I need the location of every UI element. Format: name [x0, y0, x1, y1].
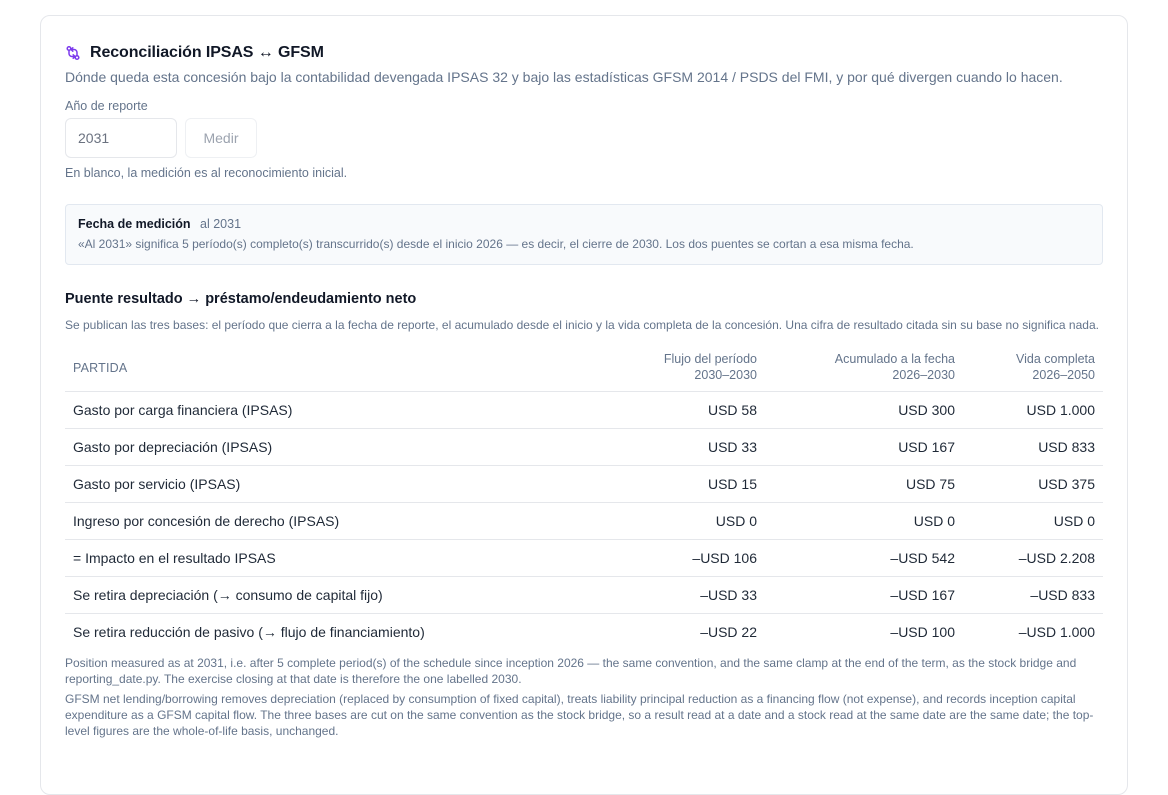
row-lifetime-value: –USD 2.208: [963, 540, 1103, 577]
measurement-header: [78, 216, 1090, 233]
row-cumulative-value: –USD 542: [765, 540, 963, 577]
table-row: [65, 540, 1103, 577]
row-label: Se retira depreciación (→ consumo de capital fijo): [65, 577, 565, 614]
row-cumulative-value: USD 300: [765, 392, 963, 429]
column-header-period: [565, 343, 765, 392]
column-header-lifetime: [963, 343, 1103, 392]
row-lifetime-value: USD 833: [963, 429, 1103, 466]
bridge-description: Se publican las tres bases: el período que cierra a la fecha de reporte, el acumulado desde el inicio y la vida completa de la concesión. Una cifra de resultado citada sin su base no significa nada.: [65, 318, 1099, 332]
row-label: Gasto por carga financiera (IPSAS): [65, 392, 565, 429]
row-cumulative-value: USD 75: [765, 466, 963, 503]
column-lifetime-title: Vida completa: [1016, 352, 1095, 366]
row-cumulative-value: USD 167: [765, 429, 963, 466]
row-lifetime-value: –USD 1.000: [1018, 624, 1095, 641]
table-row: [65, 577, 1103, 614]
row-lifetime-value: USD 0: [963, 503, 1103, 540]
row-lifetime-value: USD 1.000: [963, 392, 1103, 429]
row-period-value: USD 33: [565, 429, 765, 466]
row-label: = Impacto en el resultado IPSAS: [65, 540, 565, 577]
column-lifetime-range: 2026–2050: [1032, 368, 1095, 382]
bridge-title: Puente resultado → préstamo/endeudamiento neto: [65, 291, 417, 307]
table-row: [65, 392, 1103, 429]
table-row: [65, 466, 1103, 503]
page-subtitle: Dónde queda esta concesión bajo la contabilidad devengada IPSAS 32 y bajo las estadísticas GFSM 2014 / PSDS del FMI, y por qué divergen cuando lo hacen.: [65, 69, 1063, 85]
row-label: Se retira reducción de pasivo (→ flujo de financiamiento): [73, 624, 425, 641]
row-period-value: –USD 106: [565, 540, 765, 577]
table-header-row: [65, 343, 1103, 392]
year-controls: [65, 118, 1103, 158]
row-period-value: USD 0: [565, 503, 765, 540]
row-cumulative-value: –USD 167: [765, 577, 963, 614]
row-label: Ingreso por concesión de derecho (IPSAS): [65, 503, 565, 540]
page-title: Reconciliación IPSAS ↔ GFSM: [90, 44, 324, 61]
header: [65, 42, 1103, 64]
column-period-range: 2030–2030: [694, 368, 757, 382]
column-header-item: PARTIDA: [73, 361, 128, 375]
table-row: [65, 614, 1103, 651]
footnotes: [65, 655, 1103, 739]
row-period-value: –USD 33: [565, 577, 765, 614]
row-lifetime-value: USD 375: [963, 466, 1103, 503]
footnote-gfsm: GFSM net lending/borrowing removes depreciation (replaced by consumption of fixed capital), treats liability principal reduction as a financing flow (not expense), and records inception capital expenditure as a GFSM capital flow. The three bases are cut on the same convention as the stock bridge, so a result read at a date and a stock read at the same date are the same date; the top-level figures are the whole-of-life basis, unchanged.: [65, 691, 1094, 738]
measurement-info-box: [65, 204, 1103, 265]
row-period-value: –USD 22: [700, 624, 757, 641]
git-compare-icon: [65, 45, 81, 61]
year-input[interactable]: [65, 118, 177, 158]
row-period-value: USD 58: [565, 392, 765, 429]
row-lifetime-value: –USD 833: [963, 577, 1103, 614]
bridge-table: [65, 343, 1103, 651]
footnote-position: Position measured as at 2031, i.e. after 5 complete period(s) of the schedule since inception 2026 — the same convention, and the same clamp at the end of the term, as the stock bridge and reporting_date.py. The exercise closing at that date is therefore the one labelled 2030.: [65, 655, 1077, 686]
reconciliation-card: [40, 15, 1128, 795]
row-cumulative-value: USD 0: [765, 503, 963, 540]
column-cumulative-title: Acumulado a la fecha: [834, 352, 955, 366]
measure-button[interactable]: Medir: [185, 118, 257, 158]
row-label: Gasto por servicio (IPSAS): [65, 466, 565, 503]
measurement-detail: «Al 2031» significa 5 período(s) completo(s) transcurrido(s) desde el inicio 2026 — es decir, el cierre de 2030. Los dos puentes se cortan a esa misma fecha.: [78, 237, 914, 251]
table-row: [65, 429, 1103, 466]
column-cumulative-range: 2026–2030: [892, 368, 955, 382]
year-label: Año de reporte: [65, 99, 148, 113]
table-row: [65, 503, 1103, 540]
measurement-label: Fecha de medición: [78, 217, 191, 231]
row-period-value: USD 15: [565, 466, 765, 503]
row-cumulative-value: –USD 100: [890, 624, 955, 641]
row-label: Gasto por depreciación (IPSAS): [65, 429, 565, 466]
column-header-cumulative: [765, 343, 963, 392]
measurement-value: al 2031: [200, 217, 242, 231]
year-hint: En blanco, la medición es al reconocimiento inicial.: [65, 166, 348, 180]
column-period-title: Flujo del período: [663, 352, 757, 366]
